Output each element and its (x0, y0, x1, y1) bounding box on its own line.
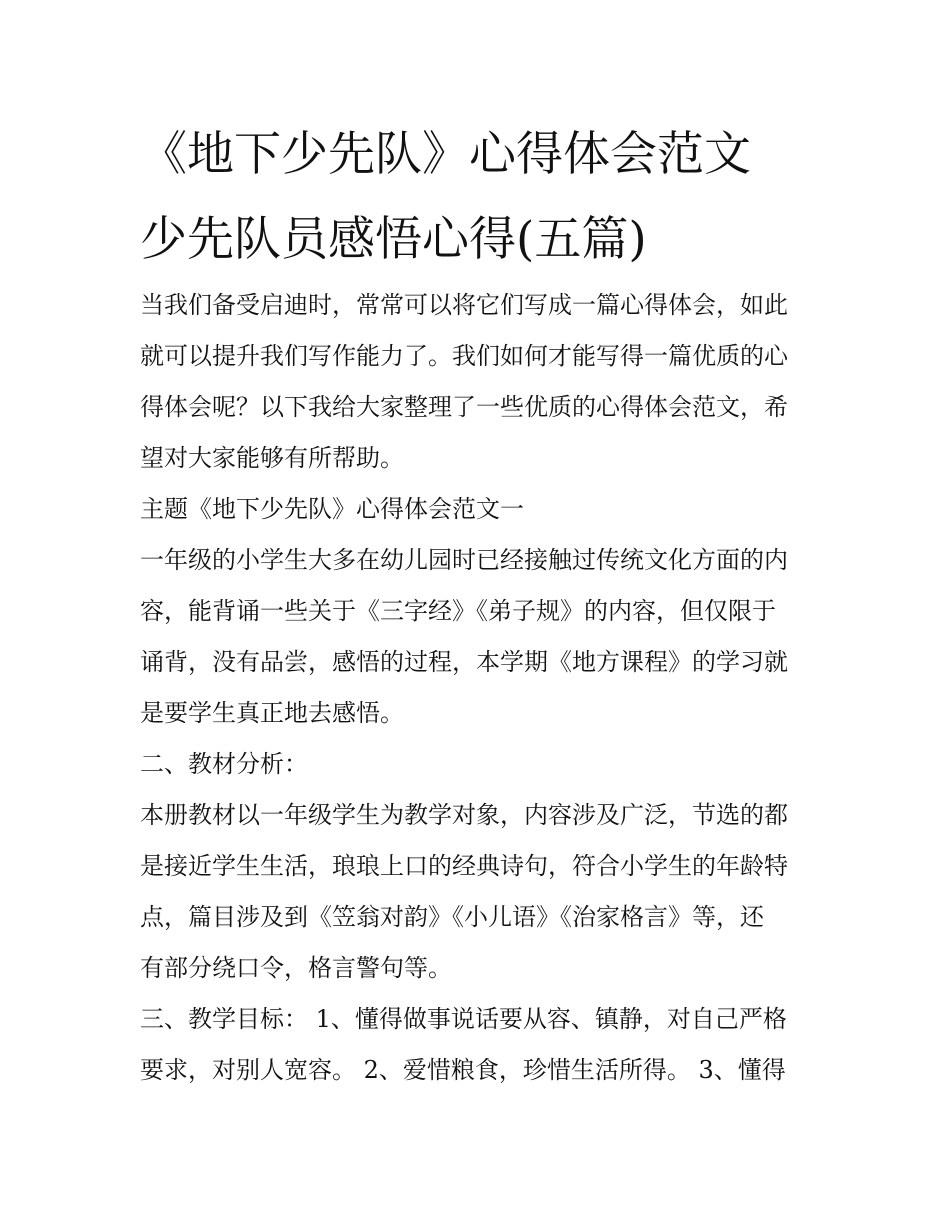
body-line: 得体会呢？以下我给大家整理了一些优质的心得体会范文，希 (140, 393, 788, 421)
body-line: 点，篇目涉及到《笠翁对韵》《小儿语》《治家格言》等，还 (140, 903, 764, 931)
body-line: 容，能背诵一些关于《三字经》《弟子规》的内容，但仅限于 (140, 597, 776, 625)
body-line: 就可以提升我们写作能力了。我们如何才能写得一篇优质的心 (140, 342, 788, 370)
body-line: 是要学生真正地去感悟。 (140, 699, 404, 727)
body-line: 本册教材以一年级学生为教学对象，内容涉及广泛，节选的都 (140, 801, 788, 829)
body-line: 是接近学生生活，琅琅上口的经典诗句，符合小学生的年龄特 (140, 852, 788, 880)
section-heading: 主题《地下少先队》心得体会范文一 (140, 495, 524, 523)
body-line: 望对大家能够有所帮助。 (140, 444, 404, 472)
section-heading: 二、教材分析： (140, 750, 308, 778)
body-line: 一年级的小学生大多在幼儿园时已经接触过传统文化方面的内 (140, 546, 788, 574)
document-title (140, 112, 840, 282)
document-body (140, 280, 820, 1096)
title-line-1: 《地下少先队》心得体会范文 (140, 127, 751, 182)
body-line: 诵背，没有品尝，感悟的过程，本学期《地方课程》的学习就 (140, 648, 788, 676)
body-line: 三、教学目标： 1、懂得做事说话要从容、镇静，对自己严格 (140, 1005, 787, 1033)
body-line: 要求，对别人宽容。 2、爱惜粮食，珍惜生活所得。 3、懂得 (140, 1056, 786, 1084)
body-line: 当我们备受启迪时，常常可以将它们写成一篇心得体会，如此 (140, 291, 788, 319)
title-line-2: 少先队员感悟心得(五篇) (140, 212, 647, 267)
body-line: 有部分绕口令，格言警句等。 (140, 954, 452, 982)
